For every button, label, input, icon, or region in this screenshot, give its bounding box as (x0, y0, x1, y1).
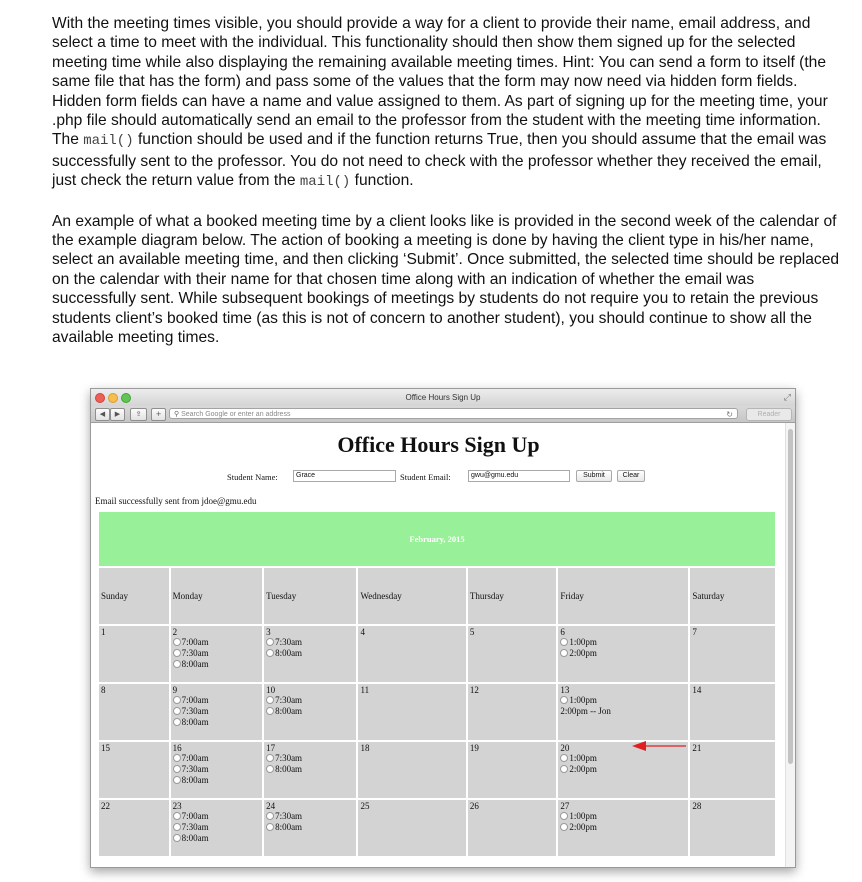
time-slot-label: 7:30am (275, 811, 303, 821)
day-number: 3 (266, 627, 271, 637)
calendar-table (97, 510, 777, 858)
time-slot-option[interactable] (266, 706, 354, 717)
radio-button[interactable] (173, 707, 181, 715)
day-number: 2 (172, 627, 178, 637)
day-number: 7 (692, 627, 697, 637)
radio-button[interactable] (266, 812, 274, 820)
time-slot-option[interactable] (173, 822, 260, 833)
submit-button[interactable]: Submit (576, 470, 612, 482)
time-slot-label: 7:30am (181, 822, 209, 832)
calendar-day-cell (690, 684, 775, 740)
time-slot-option[interactable] (266, 695, 354, 706)
calendar-day-cell (171, 742, 262, 798)
code-mail-function: mail() (299, 174, 351, 191)
day-number: 13 (560, 685, 570, 695)
day-number: 6 (560, 627, 565, 637)
calendar-day-cell (558, 800, 688, 856)
code-mail-function: mail() (83, 133, 134, 150)
radio-button[interactable] (173, 638, 181, 646)
day-number: 27 (560, 801, 570, 811)
calendar-month-header: February, 2015 (99, 512, 775, 566)
forward-arrow-icon[interactable]: ▶ (110, 408, 125, 421)
radio-button[interactable] (560, 638, 568, 646)
calendar-day-cell (358, 626, 465, 682)
time-slot-option[interactable] (173, 659, 260, 670)
plus-icon[interactable]: + (151, 408, 166, 421)
time-slot-option[interactable] (560, 637, 686, 648)
day-number: 10 (266, 685, 276, 695)
day-number: 12 (469, 685, 479, 695)
day-number: 22 (101, 801, 110, 811)
radio-button[interactable] (266, 765, 274, 773)
weekday-header: Sunday (99, 568, 169, 624)
calendar-day-cell (99, 626, 169, 682)
day-number: 23 (172, 801, 182, 811)
time-slot-option[interactable] (266, 753, 354, 764)
calendar-day-cell (264, 626, 356, 682)
calendar-day-cell (558, 626, 688, 682)
time-slot-option[interactable] (560, 764, 686, 775)
time-slot-label: 7:00am (181, 753, 209, 763)
calendar-day-cell (171, 626, 262, 682)
time-slot-label: 2:00pm (569, 822, 597, 832)
day-number: 8 (101, 685, 106, 695)
weekday-header: Friday (558, 568, 688, 624)
calendar-week-row (99, 626, 775, 682)
time-slot-option[interactable] (173, 706, 260, 717)
time-slot-option[interactable] (173, 775, 260, 786)
calendar-week-row (99, 684, 775, 740)
email-status-message: Email successfully sent from jdoe@gmu.edu (95, 496, 257, 506)
day-number: 4 (360, 627, 365, 637)
time-slot-label: 2:00pm (569, 764, 597, 774)
radio-button[interactable] (173, 754, 181, 762)
time-slot-label: 1:00pm (569, 695, 597, 705)
time-slot-label: 7:30am (275, 637, 303, 647)
calendar-day-cell (264, 684, 356, 740)
paragraph-1-part-b: function should be used and if the function returns True, then you should assume that the email was successfully sent to the professor. You do not need to check with the professor whether they received the email, just check the return value from the (52, 131, 827, 190)
time-slot-label: 7:30am (275, 753, 303, 763)
radio-button[interactable] (173, 834, 181, 842)
time-slot-option[interactable] (560, 822, 686, 833)
radio-button[interactable] (173, 718, 181, 726)
weekday-header: Wednesday (358, 568, 465, 624)
minimize-window-icon[interactable] (108, 393, 118, 403)
time-slot-option[interactable] (266, 811, 354, 822)
time-slot-option[interactable] (266, 822, 354, 833)
time-slot-option[interactable] (173, 764, 260, 775)
day-number: 19 (469, 743, 479, 753)
calendar-day-cell (358, 800, 465, 856)
calendar-day-cell (264, 742, 356, 798)
annotation-arrow-icon (632, 740, 686, 752)
weekday-header: Tuesday (264, 568, 356, 624)
radio-button[interactable] (560, 754, 568, 762)
time-slot-label: 8:00am (275, 764, 303, 774)
time-slot-option[interactable] (173, 833, 260, 844)
radio-button[interactable] (266, 754, 274, 762)
day-number: 20 (560, 743, 570, 753)
radio-button[interactable] (266, 638, 274, 646)
share-icon[interactable]: ⇪ (130, 408, 147, 421)
time-slot-option[interactable] (173, 648, 260, 659)
calendar-day-cell (690, 626, 775, 682)
weekday-header: Saturday (690, 568, 775, 624)
search-icon: ⚲ (174, 411, 180, 418)
time-slot-label: 7:30am (181, 648, 209, 658)
vertical-scrollbar[interactable] (785, 423, 795, 867)
radio-button[interactable] (560, 696, 568, 704)
day-number: 14 (692, 685, 702, 695)
calendar-week-row (99, 800, 775, 856)
radio-button[interactable] (560, 649, 568, 657)
time-slot-label: 8:00am (275, 706, 303, 716)
back-arrow-icon[interactable]: ◀ (95, 408, 110, 421)
calendar-day-cell (171, 800, 262, 856)
radio-button[interactable] (173, 696, 181, 704)
calendar-day-cell (558, 684, 688, 740)
fullscreen-icon[interactable]: ⤢ (783, 392, 791, 402)
time-slot-label: 7:00am (181, 811, 209, 821)
day-number: 26 (469, 801, 479, 811)
calendar-day-cell (358, 742, 465, 798)
day-number: 5 (469, 627, 475, 637)
time-slot-option[interactable] (173, 811, 260, 822)
radio-button[interactable] (173, 765, 181, 773)
clear-button[interactable]: Clear (617, 470, 645, 482)
time-slot-label: 7:30am (181, 706, 209, 716)
time-slot-label: 8:00am (181, 775, 209, 785)
scrollbar-thumb[interactable] (788, 429, 793, 764)
page-content (91, 423, 786, 867)
calendar-day-cell (171, 684, 262, 740)
time-slot-label: 1:00pm (569, 637, 597, 647)
time-slot-label: 7:30am (181, 764, 209, 774)
time-slot-option[interactable] (173, 717, 260, 728)
radio-button[interactable] (266, 823, 274, 831)
paragraph-1 (52, 14, 842, 193)
radio-button[interactable] (173, 776, 181, 784)
time-slot-option[interactable] (266, 764, 354, 775)
time-slot-option[interactable] (173, 637, 260, 648)
day-number: 11 (360, 685, 370, 695)
radio-button[interactable] (173, 649, 181, 657)
day-number: 17 (266, 743, 276, 753)
calendar-day-cell (690, 742, 775, 798)
zoom-window-icon[interactable] (121, 393, 131, 403)
day-number: 25 (360, 801, 370, 811)
window-controls (95, 393, 131, 403)
time-slot-label: 7:00am (181, 695, 209, 705)
day-number: 18 (360, 743, 370, 753)
radio-button[interactable] (266, 696, 274, 704)
time-slot-label: 8:00am (275, 648, 303, 658)
time-slot-label: 2:00pm (569, 648, 597, 658)
reload-icon[interactable]: ↻ (726, 410, 733, 419)
radio-button[interactable] (173, 812, 181, 820)
radio-button[interactable] (560, 812, 568, 820)
paragraph-2: An example of what a booked meeting time by a client looks like is provided in the second week of the calendar of the example diagram below. The action of booking a meeting is done by having the client type in his/her name, select an available meeting time, and then clicking ‘Submit’. Once submitted, the selected time should be replaced on the calendar with their name for that chosen time along with an indication of whether the email was successfully sent. While subsequent bookings of meetings by students do not require you to retain the previous students client’s booked time (as this is not of concern to another student), you should continue to show all the available meeting times. (52, 212, 840, 347)
radio-button[interactable] (560, 765, 568, 773)
paragraph-1-part-c: function. (350, 172, 414, 190)
day-number: 28 (692, 801, 702, 811)
time-slot-label: 8:00am (181, 659, 209, 669)
close-window-icon[interactable] (95, 393, 105, 403)
day-number: 24 (266, 801, 276, 811)
time-slot-label: 8:00am (181, 717, 209, 727)
time-slot-option[interactable] (173, 753, 260, 764)
time-slot-label: 7:00am (181, 637, 209, 647)
calendar-day-cell (99, 684, 169, 740)
day-number: 16 (172, 743, 182, 753)
day-number: 15 (101, 743, 110, 753)
weekday-header: Monday (171, 568, 262, 624)
time-slot-label: 1:00pm (569, 753, 597, 763)
reader-button[interactable]: Reader (746, 408, 792, 421)
calendar-day-cell (468, 742, 557, 798)
calendar-day-cell (358, 684, 465, 740)
window-title: Office Hours Sign Up (405, 393, 481, 402)
student-email-label: Student Email: (400, 472, 451, 482)
time-slot-option[interactable] (173, 695, 260, 706)
time-slot-option[interactable] (266, 637, 354, 648)
time-slot-label: 8:00am (275, 822, 303, 832)
radio-button[interactable] (560, 823, 568, 831)
student-name-label: Student Name: (227, 472, 278, 482)
address-placeholder: Search Google or enter an address (181, 411, 291, 418)
paragraph-1-part-a: With the meeting times visible, you should provide a way for a client to provide their name, email address, and select a time to meet with the individual. This functionality should then show them signed up for the selected meeting time while also displaying the remaining available meeting times. Hint: You can send a form to itself (the same file that has the form) and pass some of the values that the form may now need via hidden form fields. Hidden form fields can have a name and value assigned to them. As part of signing up for the meeting time, your .php file should automatically send an email to the professor from the student with the meeting time information. The (52, 15, 828, 149)
student-name-input[interactable]: Grace (293, 470, 396, 482)
time-slot-label: 7:30am (275, 695, 303, 705)
browser-window (90, 388, 796, 868)
radio-button[interactable] (266, 707, 274, 715)
page-title: Office Hours Sign Up (337, 432, 540, 457)
window-titlebar (91, 389, 795, 406)
signup-form (91, 470, 786, 484)
address-bar[interactable] (169, 408, 738, 419)
calendar-day-cell (99, 742, 169, 798)
radio-button[interactable] (266, 649, 274, 657)
radio-button[interactable] (173, 823, 181, 831)
time-slot-option[interactable] (560, 811, 686, 822)
instructions-text (52, 14, 842, 348)
browser-toolbar (91, 406, 795, 423)
calendar-day-cell (468, 626, 557, 682)
calendar-day-cell (99, 800, 169, 856)
booked-slot: 2:00pm -- Jon (560, 706, 611, 716)
time-slot-option[interactable] (560, 648, 686, 659)
calendar-day-cell (468, 684, 557, 740)
time-slot-label: 1:00pm (569, 811, 597, 821)
calendar-day-cell (264, 800, 356, 856)
day-number: 1 (101, 627, 106, 637)
student-email-input[interactable]: gwu@gmu.edu (468, 470, 570, 482)
time-slot-label: 8:00am (181, 833, 209, 843)
day-number: 21 (692, 743, 702, 753)
radio-button[interactable] (173, 660, 181, 668)
time-slot-option[interactable] (266, 648, 354, 659)
weekday-header: Thursday (468, 568, 557, 624)
calendar-day-cell (690, 800, 775, 856)
time-slot-option[interactable] (560, 753, 686, 764)
calendar-day-cell (468, 800, 557, 856)
day-number: 9 (172, 685, 178, 695)
time-slot-option[interactable] (560, 695, 686, 706)
